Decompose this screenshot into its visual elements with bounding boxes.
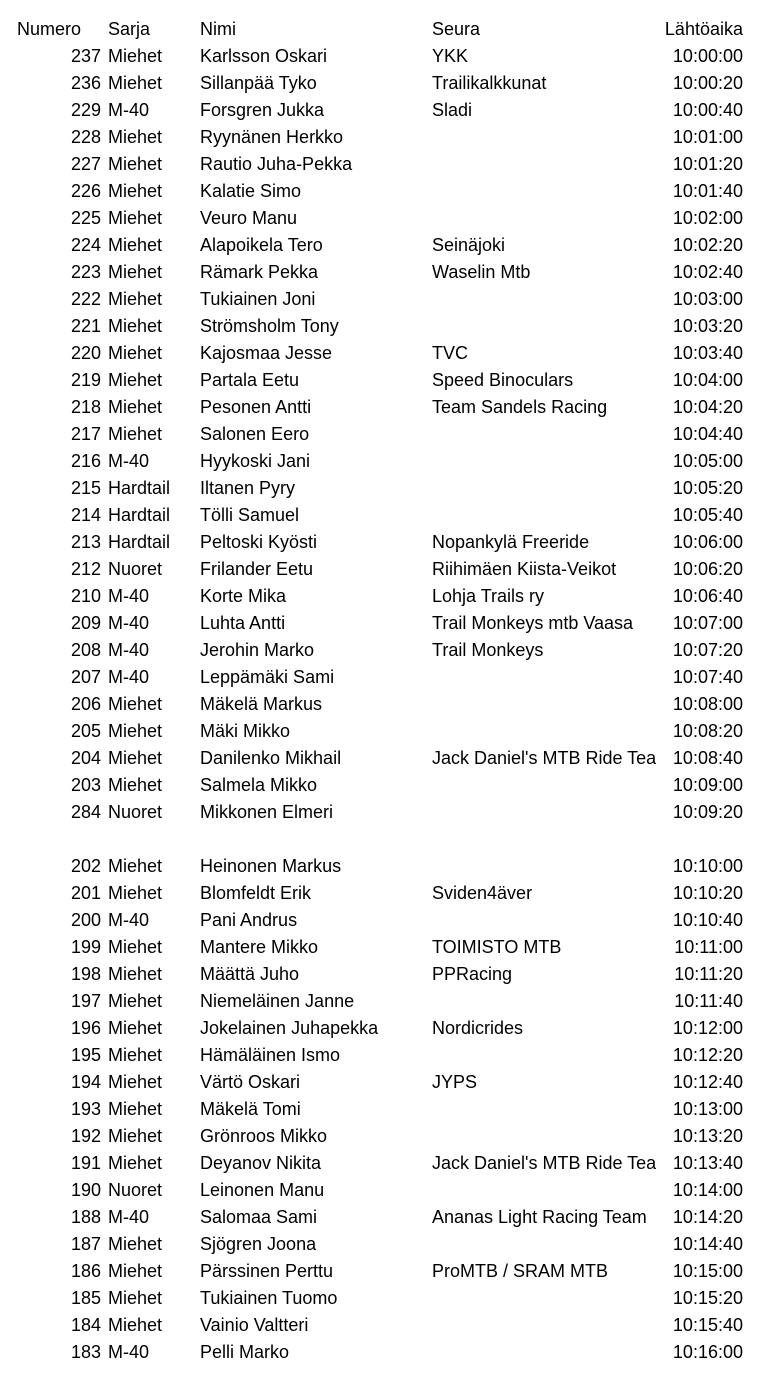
row-name: Alapoikela Tero <box>200 235 323 255</box>
row-start-time: 10:02:40 <box>672 262 743 282</box>
row-category: Nuoret <box>108 802 163 822</box>
row-number: 186 <box>70 1261 101 1281</box>
table-row <box>0 1069 776 1096</box>
table-row <box>0 259 776 286</box>
table-row <box>0 1177 776 1204</box>
row-name: Värtö Oskari <box>200 1072 301 1092</box>
row-category: Miehet <box>108 181 163 201</box>
row-name: Pärssinen Perttu <box>200 1261 334 1281</box>
row-category: M-40 <box>108 667 150 687</box>
row-start-time: 10:05:20 <box>672 478 743 498</box>
row-number: 184 <box>70 1315 101 1335</box>
row-number: 193 <box>70 1099 101 1119</box>
row-name: Partala Eetu <box>200 370 300 390</box>
table-row <box>0 961 776 988</box>
row-category: Miehet <box>108 208 163 228</box>
row-number: 215 <box>70 478 101 498</box>
table-row <box>0 313 776 340</box>
row-number: 201 <box>70 883 101 903</box>
row-name: Rautio Juha-Pekka <box>200 154 353 174</box>
row-category: Miehet <box>108 1234 163 1254</box>
row-name: Rämark Pekka <box>200 262 319 282</box>
row-start-time: 10:08:40 <box>672 748 743 768</box>
row-category: Miehet <box>108 937 163 957</box>
row-category: Miehet <box>108 397 163 417</box>
row-start-time: 10:07:00 <box>672 613 743 633</box>
table-row <box>0 475 776 502</box>
table-row <box>0 772 776 799</box>
table-row <box>0 1123 776 1150</box>
row-category: M-40 <box>108 451 150 471</box>
row-category: Miehet <box>108 694 163 714</box>
row-start-time: 10:03:40 <box>672 343 743 363</box>
row-start-time: 10:15:20 <box>672 1288 743 1308</box>
row-name: Veuro Manu <box>200 208 298 228</box>
row-category: M-40 <box>108 613 150 633</box>
table-row <box>0 1339 776 1366</box>
row-category: Miehet <box>108 154 163 174</box>
row-name: Leinonen Manu <box>200 1180 325 1200</box>
row-club: Trail Monkeys <box>432 640 544 660</box>
row-name: Kalatie Simo <box>200 181 302 201</box>
row-number: 237 <box>70 46 101 66</box>
row-category: Miehet <box>108 748 163 768</box>
table-row <box>0 664 776 691</box>
table-row <box>0 178 776 205</box>
row-category: Hardtail <box>108 505 171 525</box>
table-row <box>0 691 776 718</box>
row-start-time: 10:13:40 <box>672 1153 743 1173</box>
row-number: 185 <box>70 1288 101 1308</box>
row-name: Karlsson Oskari <box>200 46 328 66</box>
row-name: Mantere Mikko <box>200 937 319 957</box>
row-name: Salomaa Sami <box>200 1207 318 1227</box>
row-category: Miehet <box>108 991 163 1011</box>
table-row <box>0 1096 776 1123</box>
table-row <box>0 718 776 745</box>
row-category: Miehet <box>108 1153 163 1173</box>
row-start-time: 10:14:20 <box>672 1207 743 1227</box>
row-number: 226 <box>70 181 101 201</box>
row-name: Tölli Samuel <box>200 505 300 525</box>
table-row <box>0 988 776 1015</box>
row-name: Pesonen Antti <box>200 397 312 417</box>
row-name: Mäkelä Markus <box>200 694 323 714</box>
row-category: Miehet <box>108 721 163 741</box>
row-name: Danilenko Mikhail <box>200 748 342 768</box>
row-category: Miehet <box>108 235 163 255</box>
table-row <box>0 799 776 826</box>
row-start-time: 10:07:20 <box>672 640 743 660</box>
row-name: Pelli Marko <box>200 1342 290 1362</box>
row-category: Miehet <box>108 262 163 282</box>
row-club: Nordicrides <box>432 1018 524 1038</box>
table-row <box>0 1258 776 1285</box>
row-club: Sladi <box>432 100 473 120</box>
row-name: Jerohin Marko <box>200 640 315 660</box>
row-number: 220 <box>70 343 101 363</box>
table-row <box>0 583 776 610</box>
row-name: Forsgren Jukka <box>200 100 325 120</box>
row-category: Nuoret <box>108 1180 163 1200</box>
row-start-time: 10:13:20 <box>672 1126 743 1146</box>
row-club: JYPS <box>432 1072 478 1092</box>
row-start-time: 10:02:00 <box>672 208 743 228</box>
header-nimi: Nimi <box>200 19 236 39</box>
row-club: Riihimäen Kiista-Veikot <box>432 559 617 579</box>
row-name: Hyykoski Jani <box>200 451 311 471</box>
row-start-time: 10:06:00 <box>672 532 743 552</box>
row-category: Miehet <box>108 883 163 903</box>
row-start-time: 10:14:00 <box>672 1180 743 1200</box>
row-number: 192 <box>70 1126 101 1146</box>
row-start-time: 10:02:20 <box>672 235 743 255</box>
table-header <box>0 16 776 43</box>
row-category: M-40 <box>108 586 150 606</box>
row-category: Miehet <box>108 127 163 147</box>
row-name: Sjögren Joona <box>200 1234 317 1254</box>
row-number: 236 <box>70 73 101 93</box>
row-name: Tukiainen Tuomo <box>200 1288 338 1308</box>
row-start-time: 10:04:40 <box>672 424 743 444</box>
table-row <box>0 880 776 907</box>
row-start-time: 10:13:00 <box>672 1099 743 1119</box>
table-row <box>0 610 776 637</box>
row-club: TOIMISTO MTB <box>432 937 562 957</box>
row-start-time: 10:03:00 <box>672 289 743 309</box>
row-number: 210 <box>70 586 101 606</box>
row-number: 217 <box>70 424 101 444</box>
row-category: Miehet <box>108 370 163 390</box>
row-category: M-40 <box>108 1342 150 1362</box>
table-row <box>0 232 776 259</box>
row-number: 214 <box>70 505 101 525</box>
row-start-time: 10:01:40 <box>672 181 743 201</box>
row-club: Jack Daniel's MTB Ride Tea <box>432 1153 656 1173</box>
row-category: M-40 <box>108 640 150 660</box>
row-number: 200 <box>70 910 101 930</box>
row-start-time: 10:00:40 <box>672 100 743 120</box>
row-number: 205 <box>70 721 101 741</box>
row-club: Jack Daniel's MTB Ride Tea <box>432 748 656 768</box>
row-name: Peltoski Kyösti <box>200 532 318 552</box>
row-name: Ryynänen Herkko <box>200 127 344 147</box>
row-start-time: 10:04:00 <box>672 370 743 390</box>
row-category: Miehet <box>108 1126 163 1146</box>
row-club: Ananas Light Racing Team <box>432 1207 647 1227</box>
row-category: Miehet <box>108 1072 163 1092</box>
row-category: Miehet <box>108 964 163 984</box>
table-row <box>0 1204 776 1231</box>
row-name: Määttä Juho <box>200 964 300 984</box>
row-category: Miehet <box>108 1315 163 1335</box>
row-start-time: 10:10:00 <box>672 856 743 876</box>
row-start-time: 10:04:20 <box>672 397 743 417</box>
row-category: Miehet <box>108 775 163 795</box>
row-number: 223 <box>70 262 101 282</box>
row-club: Lohja Trails ry <box>432 586 545 606</box>
row-name: Salmela Mikko <box>200 775 318 795</box>
row-number: 206 <box>70 694 101 714</box>
row-number: 208 <box>70 640 101 660</box>
table-row <box>0 826 776 853</box>
table-row <box>0 529 776 556</box>
row-name: Korte Mika <box>200 586 287 606</box>
row-category: Miehet <box>108 424 163 444</box>
row-category: Miehet <box>108 1288 163 1308</box>
row-number: 222 <box>70 289 101 309</box>
row-name: Frilander Eetu <box>200 559 314 579</box>
table-row <box>0 70 776 97</box>
table-row <box>0 340 776 367</box>
row-name: Salonen Eero <box>200 424 310 444</box>
row-name: Hämäläinen Ismo <box>200 1045 341 1065</box>
row-club: Speed Binoculars <box>432 370 574 390</box>
row-start-time: 10:12:20 <box>672 1045 743 1065</box>
row-number: 219 <box>70 370 101 390</box>
row-category: Miehet <box>108 856 163 876</box>
row-name: Kajosmaa Jesse <box>200 343 333 363</box>
row-number: 199 <box>70 937 101 957</box>
table-row <box>0 1150 776 1177</box>
row-number: 229 <box>70 100 101 120</box>
row-number: 204 <box>70 748 101 768</box>
row-start-time: 10:11:00 <box>674 937 743 957</box>
row-start-time: 10:06:20 <box>672 559 743 579</box>
row-club: Seinäjoki <box>432 235 506 255</box>
table-row <box>0 1042 776 1069</box>
row-start-time: 10:00:00 <box>672 46 743 66</box>
row-number: 221 <box>70 316 101 336</box>
row-start-time: 10:10:20 <box>672 883 743 903</box>
table-row <box>0 421 776 448</box>
row-start-time: 10:08:20 <box>672 721 743 741</box>
row-start-time: 10:09:00 <box>672 775 743 795</box>
table-row <box>0 1231 776 1258</box>
table-row <box>0 637 776 664</box>
row-start-time: 10:15:40 <box>672 1315 743 1335</box>
row-club: Sviden4äver <box>432 883 533 903</box>
table-row <box>0 1285 776 1312</box>
table-row <box>0 556 776 583</box>
row-club: Team Sandels Racing <box>432 397 608 417</box>
row-start-time: 10:16:00 <box>672 1342 743 1362</box>
row-category: Miehet <box>108 1261 163 1281</box>
row-number: 284 <box>70 802 101 822</box>
row-name: Pani Andrus <box>200 910 298 930</box>
row-name: Iltanen Pyry <box>200 478 296 498</box>
row-number: 195 <box>70 1045 101 1065</box>
row-club: ProMTB / SRAM MTB <box>432 1261 609 1281</box>
table-row <box>0 124 776 151</box>
row-number: 202 <box>70 856 101 876</box>
row-club: TVC <box>432 343 468 363</box>
row-number: 218 <box>70 397 101 417</box>
row-number: 212 <box>70 559 101 579</box>
row-name: Tukiainen Joni <box>200 289 316 309</box>
row-name: Luhta Antti <box>200 613 286 633</box>
table-row <box>0 448 776 475</box>
table-row <box>0 97 776 124</box>
row-club: Trail Monkeys mtb Vaasa <box>432 613 634 633</box>
row-number: 224 <box>70 235 101 255</box>
row-name: Niemeläinen Janne <box>200 991 355 1011</box>
row-number: 196 <box>70 1018 101 1038</box>
row-number: 188 <box>70 1207 101 1227</box>
row-start-time: 10:11:40 <box>674 991 743 1011</box>
table-row <box>0 907 776 934</box>
row-start-time: 10:10:40 <box>672 910 743 930</box>
row-name: Blomfeldt Erik <box>200 883 312 903</box>
row-number: 207 <box>70 667 101 687</box>
row-name: Sillanpää Tyko <box>200 73 317 93</box>
row-start-time: 10:12:40 <box>672 1072 743 1092</box>
row-number: 183 <box>70 1342 101 1362</box>
row-category: Nuoret <box>108 559 163 579</box>
row-start-time: 10:15:00 <box>672 1261 743 1281</box>
row-number: 213 <box>70 532 101 552</box>
row-category: Miehet <box>108 1045 163 1065</box>
table-row <box>0 934 776 961</box>
row-club: PPRacing <box>432 964 513 984</box>
table-row <box>0 286 776 313</box>
row-start-time: 10:08:00 <box>672 694 743 714</box>
row-start-time: 10:01:20 <box>672 154 743 174</box>
row-start-time: 10:11:20 <box>674 964 743 984</box>
row-club: YKK <box>432 46 469 66</box>
header-numero: Numero <box>17 19 82 39</box>
row-category: Miehet <box>108 289 163 309</box>
header-sarja: Sarja <box>108 19 151 39</box>
row-start-time: 10:03:20 <box>672 316 743 336</box>
row-number: 190 <box>70 1180 101 1200</box>
row-start-time: 10:06:40 <box>672 586 743 606</box>
row-start-time: 10:12:00 <box>672 1018 743 1038</box>
row-category: Hardtail <box>108 478 171 498</box>
row-category: Miehet <box>108 343 163 363</box>
row-name: Mikkonen Elmeri <box>200 802 334 822</box>
row-start-time: 10:05:40 <box>672 505 743 525</box>
row-name: Strömsholm Tony <box>200 316 339 336</box>
row-number: 197 <box>70 991 101 1011</box>
row-name: Mäki Mikko <box>200 721 291 741</box>
row-category: Hardtail <box>108 532 171 552</box>
row-club: Trailikalkkunat <box>432 73 547 93</box>
table-row <box>0 43 776 70</box>
table-row <box>0 1312 776 1339</box>
header-seura: Seura <box>432 19 481 39</box>
row-start-time: 10:07:40 <box>672 667 743 687</box>
table-row <box>0 745 776 772</box>
table-row <box>0 1015 776 1042</box>
row-number: 203 <box>70 775 101 795</box>
row-number: 194 <box>70 1072 101 1092</box>
row-category: M-40 <box>108 100 150 120</box>
row-category: Miehet <box>108 46 163 66</box>
table-row <box>0 394 776 421</box>
row-name: Grönroos Mikko <box>200 1126 328 1146</box>
row-number: 225 <box>70 208 101 228</box>
row-club: Nopankylä Freeride <box>432 532 590 552</box>
row-number: 209 <box>70 613 101 633</box>
row-start-time: 10:05:00 <box>672 451 743 471</box>
row-start-time: 10:14:40 <box>672 1234 743 1254</box>
header-lahtoaika: Lähtöaika <box>664 19 743 39</box>
row-number: 227 <box>70 154 101 174</box>
table-row <box>0 151 776 178</box>
row-start-time: 10:00:20 <box>672 73 743 93</box>
row-name: Deyanov Nikita <box>200 1153 322 1173</box>
table-row <box>0 853 776 880</box>
row-category: Miehet <box>108 73 163 93</box>
row-category: Miehet <box>108 1018 163 1038</box>
row-number: 198 <box>70 964 101 984</box>
row-category: Miehet <box>108 316 163 336</box>
row-number: 228 <box>70 127 101 147</box>
row-name: Jokelainen Juhapekka <box>200 1018 379 1038</box>
row-category: M-40 <box>108 910 150 930</box>
row-category: M-40 <box>108 1207 150 1227</box>
row-number: 216 <box>70 451 101 471</box>
table-row <box>0 205 776 232</box>
row-start-time: 10:01:00 <box>672 127 743 147</box>
row-name: Vainio Valtteri <box>200 1315 309 1335</box>
row-category: Miehet <box>108 1099 163 1119</box>
row-name: Heinonen Markus <box>200 856 342 876</box>
row-number: 187 <box>70 1234 101 1254</box>
row-club: Waselin Mtb <box>432 262 531 282</box>
table-row <box>0 502 776 529</box>
row-name: Mäkelä Tomi <box>200 1099 301 1119</box>
table-row <box>0 367 776 394</box>
row-name: Leppämäki Sami <box>200 667 335 687</box>
row-number: 191 <box>70 1153 101 1173</box>
row-start-time: 10:09:20 <box>672 802 743 822</box>
